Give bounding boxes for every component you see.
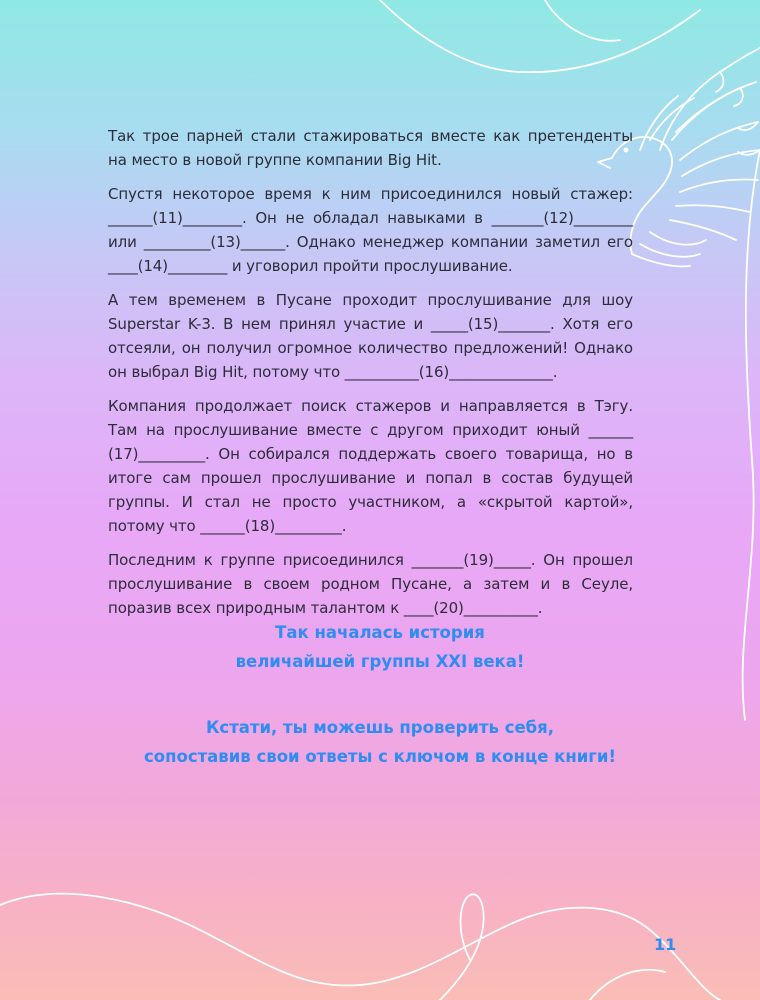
tip-line-2: сопоставив свои ответы с ключом в конце книги! [143, 747, 617, 766]
closing-line-2: величайшей группы XXI века! [235, 652, 525, 671]
paragraph-daegu-17-18: Компания продолжает поиск стажеров и направляется в Тэгу. Там на прослушивание вместе с другом приходит юный ______ (17)_________. Он собирался поддержать своего товарища, но в итоге сам прошел прослушивание и попал в состав будущей группы. И стал не просто участником, а «скрытой картой», потому что ______(18)_________. [108, 397, 633, 535]
page-number: 11 [654, 935, 677, 954]
bottom-swirl-decoration [0, 894, 720, 1000]
answer-key-tip [0, 713, 760, 771]
closing-line-1: Так началась история [275, 623, 485, 642]
paragraph-intro: Так трое парней стали стажироваться вместе как претенденты на место в новой группе компании Big Hit. [108, 127, 633, 169]
paragraph-last-19-20: Последним к группе присоединился _______(19)_____. Он прошел прослушивание в своем родном Пусане, а затем и в Сеуле, поразив всех природным талантом к ____(20)__________. [108, 551, 633, 617]
main-text [108, 124, 633, 630]
closing-callout [0, 618, 760, 676]
paragraph-trainee-11-14: Спустя некоторое время к ним присоединился новый стажер: ______(11)________. Он не обладал навыками в _______(12)________ или _________(13)______. Однако менеджер компании заметил его ____(14)________ и уговорил пройти прослушивание. [108, 185, 633, 275]
top-swirl-decoration [380, 0, 700, 72]
paragraph-busan-15-16: А тем временем в Пусане проходит прослушивание для шоу Superstar K-3. В нем принял участие и _____(15)_______. Хотя его отсеяли, он получил огромное количество предложений! Однако он выбрал Big Hit, потому что __________(16)______________. [108, 291, 633, 381]
tip-line-1: Кстати, ты можешь проверить себя, [205, 718, 555, 737]
